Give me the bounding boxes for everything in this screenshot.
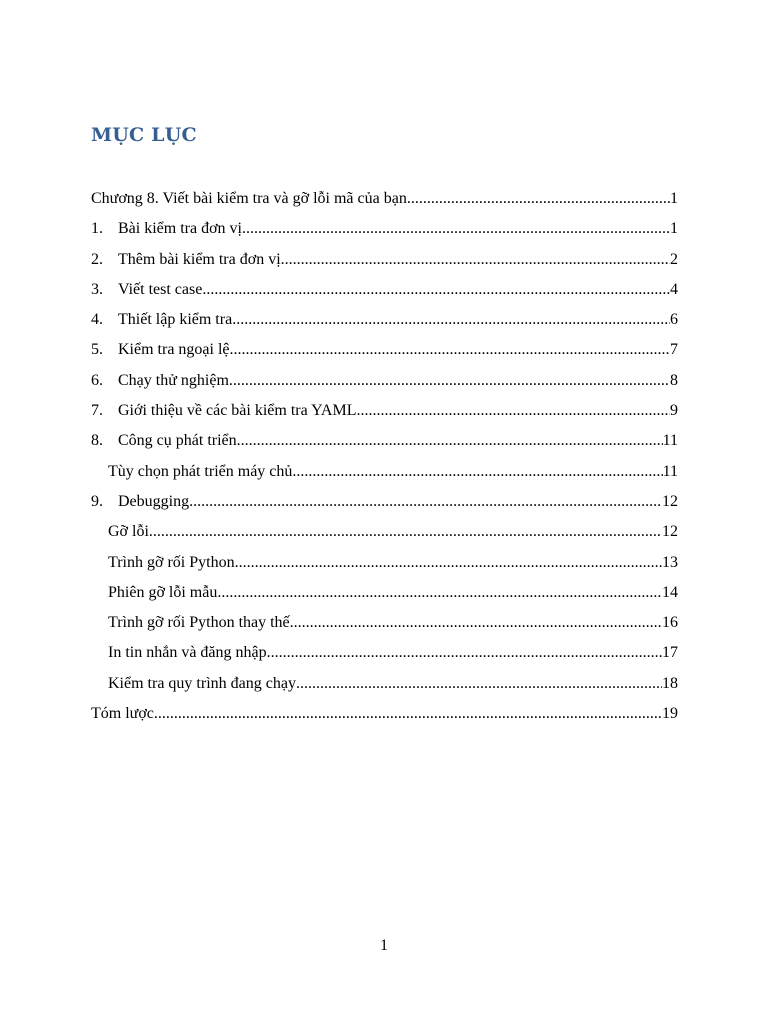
toc-entry-page: 16 xyxy=(662,614,678,632)
toc-entry-page: 18 xyxy=(662,674,678,692)
toc-dot-leader xyxy=(149,523,662,541)
toc-dot-leader xyxy=(407,190,670,208)
toc-dot-leader xyxy=(356,402,670,420)
toc-entry-title: Giới thiệu về các bài kiểm tra YAML xyxy=(118,402,357,420)
toc-entry-page: 8 xyxy=(670,371,678,389)
toc-entry-page: 11 xyxy=(662,432,678,450)
toc-dot-leader xyxy=(290,614,662,632)
toc-entry-number: 1. xyxy=(91,220,103,238)
toc-dot-leader xyxy=(235,554,662,572)
toc-dot-leader xyxy=(267,644,662,662)
toc-entry-number: 4. xyxy=(91,311,103,329)
toc-entry-page: 13 xyxy=(662,553,678,571)
toc-subentry[interactable] xyxy=(91,614,678,644)
toc-entry-page: 6 xyxy=(670,311,678,329)
toc-dot-leader xyxy=(229,372,670,390)
toc-dot-leader xyxy=(217,584,662,602)
toc-entry-page: 7 xyxy=(670,341,678,359)
toc-entry-page: 11 xyxy=(662,462,678,480)
toc-entry[interactable] xyxy=(91,281,678,311)
toc-entry-page: 2 xyxy=(670,250,678,268)
toc-dot-leader xyxy=(154,705,662,723)
toc-entry[interactable] xyxy=(91,251,678,281)
toc-heading: MỤC LỤC xyxy=(91,124,197,146)
toc-dot-leader xyxy=(202,281,670,299)
toc-subentry[interactable] xyxy=(91,584,678,614)
toc-entry-number: 7. xyxy=(91,402,103,420)
toc-entry[interactable] xyxy=(91,705,678,735)
toc-entry-title: Trình gỡ rối Python thay thế xyxy=(108,614,290,632)
toc-dot-leader xyxy=(281,251,670,269)
toc-entry-title: Tùy chọn phát triển máy chủ xyxy=(108,462,293,480)
toc-entry-title: Thêm bài kiểm tra đơn vị xyxy=(118,250,281,268)
toc-entry-number: 8. xyxy=(91,432,103,450)
toc-dot-leader xyxy=(292,463,662,481)
toc-entry-page: 4 xyxy=(670,280,678,298)
toc-dot-leader xyxy=(237,432,663,450)
toc-entry-title: Chạy thử nghiệm xyxy=(118,371,229,389)
toc-entry[interactable] xyxy=(91,432,678,462)
toc-entry-title: Kiểm tra ngoại lệ xyxy=(118,341,230,359)
toc-dot-leader xyxy=(189,493,662,511)
toc-entry[interactable] xyxy=(91,190,678,220)
page-number: 1 xyxy=(380,937,388,954)
toc-entry-title: Trình gỡ rối Python xyxy=(108,553,235,571)
toc-entry-title: Chương 8. Viết bài kiểm tra và gỡ lỗi mã của bạn xyxy=(91,190,407,207)
toc-dot-leader xyxy=(296,675,662,693)
toc-entry-number: 5. xyxy=(91,341,103,359)
toc-entry-title: Bài kiểm tra đơn vị xyxy=(118,220,242,238)
toc-entry-title: Kiểm tra quy trình đang chạy xyxy=(108,674,296,692)
toc-subentry[interactable] xyxy=(91,675,678,705)
toc-entry-title: Viết test case xyxy=(118,280,203,298)
toc-entry[interactable] xyxy=(91,372,678,402)
toc-entry-title: Tóm lược xyxy=(91,705,154,723)
toc-entry-title: Phiên gỡ lỗi mẫu xyxy=(108,583,218,601)
toc-dot-leader xyxy=(230,341,670,359)
toc-dot-leader xyxy=(232,311,670,329)
toc-entry-page: 19 xyxy=(662,705,678,723)
toc-entry[interactable] xyxy=(91,341,678,371)
toc-entry[interactable] xyxy=(91,493,678,523)
toc-entry-page: 1 xyxy=(670,190,678,207)
toc-entry-page: 1 xyxy=(670,220,678,238)
toc-entry-title: Công cụ phát triển xyxy=(118,432,237,450)
toc-entry-title: Thiết lập kiểm tra xyxy=(118,311,233,329)
toc-subentry[interactable] xyxy=(91,554,678,584)
toc-entry-page: 12 xyxy=(662,523,678,541)
toc-entry-title: Debugging xyxy=(118,492,190,510)
toc-entry-page: 12 xyxy=(662,492,678,510)
toc-entry-title: In tin nhắn và đăng nhập xyxy=(108,644,267,662)
toc-list xyxy=(91,190,678,735)
toc-subentry[interactable] xyxy=(91,463,678,493)
toc-entry-number: 2. xyxy=(91,250,103,268)
toc-entry-page: 17 xyxy=(662,644,678,662)
toc-entry-page: 14 xyxy=(662,583,678,601)
toc-entry-number: 3. xyxy=(91,280,103,298)
toc-entry-title: Gỡ lỗi xyxy=(108,523,149,541)
toc-entry[interactable] xyxy=(91,311,678,341)
toc-subentry[interactable] xyxy=(91,523,678,553)
toc-entry-number: 6. xyxy=(91,371,103,389)
toc-entry[interactable] xyxy=(91,402,678,432)
toc-entry-page: 9 xyxy=(670,402,678,420)
toc-subentry[interactable] xyxy=(91,644,678,674)
toc-dot-leader xyxy=(242,220,670,238)
toc-entry[interactable] xyxy=(91,220,678,250)
toc-entry-number: 9. xyxy=(91,492,103,510)
